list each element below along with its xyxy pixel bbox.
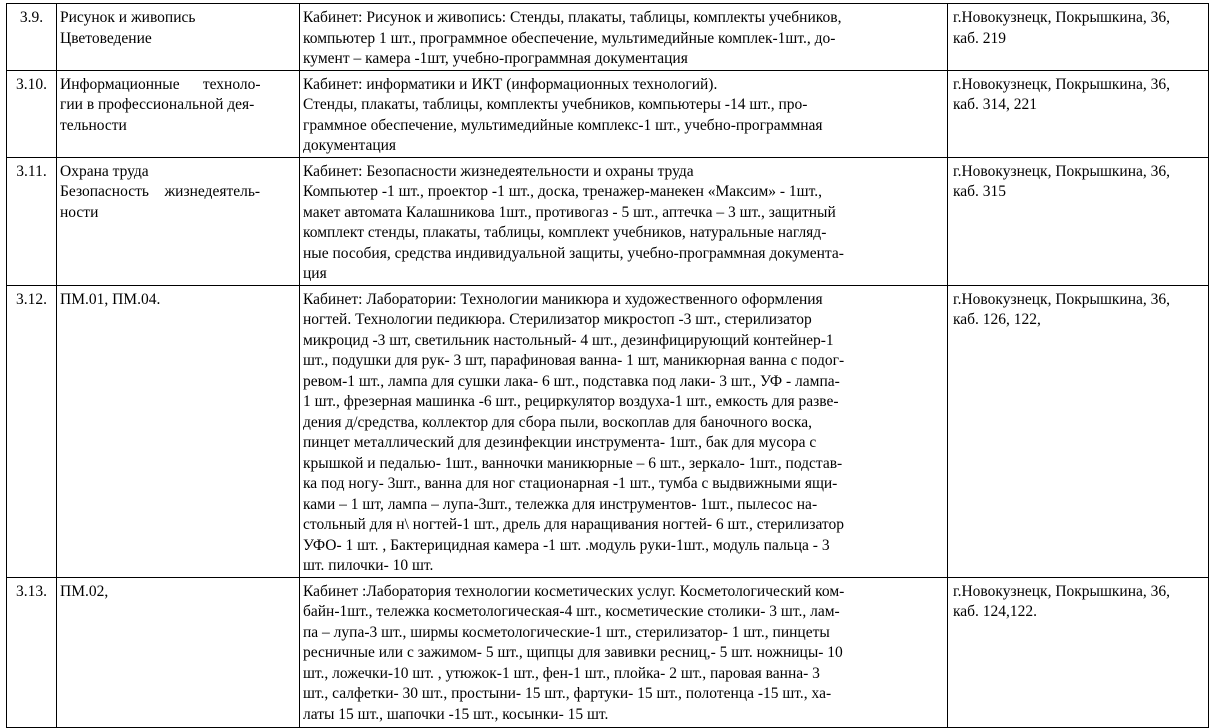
row-number: 3.12. — [7, 285, 57, 577]
address-cell: г.Новокузнецк, Покрышкина, 36, каб. 315 — [948, 157, 1209, 285]
equipment-cell: Кабинет: Безопасности жизнедеятельности и охраны труда Компьютер -1 шт., проектор -1 шт., доска, тренажер-манекен «Максим» - 1шт., макет автомата Калашникова 1шт., противогаз - 5 шт., аптечка – 3 шт., защитный комплект стенды, плакаты, таблицы, комплект учебников, натуральные нагляд- ные пособия, средства индивидуальной защиты, учебно-программная документа- ция — [300, 157, 948, 285]
row-number: 3.9. — [7, 4, 57, 71]
table-body — [7, 4, 1209, 728]
table-row — [7, 157, 1209, 285]
discipline-cell: Охрана труда Безопасность жизнедеятель- ности — [57, 157, 300, 285]
equipment-cell: Кабинет :Лаборатория технологии косметических услуг. Косметологический ком- байн-1шт., тележка косметологическая-4 шт., косметические столики- 3 шт., лам- па – лупа-3 шт., ширмы косметологические-1 шт., стерилизатор- 1 шт., пинцеты ресничные или с зажимом- 5 шт., щипцы для завивки ресниц,- 5 шт. ножницы- 10 шт., ложечки-10 шт. , утюжок-1 шт., фен-1 шт., плойка- 2 шт., паровая ванна- 3 шт., салфетки- 30 шт., простыни- 15 шт., фартуки- 15 шт., полотенца -15 шт., ха- латы 15 шт., шапочки -15 шт., косынки- 15 шт. — [300, 577, 948, 727]
row-number: 3.10. — [7, 70, 57, 157]
equipment-cell: Кабинет: информатики и ИКТ (информационных технологий). Стенды, плакаты, таблицы, комплекты учебников, компьютеры -14 шт., про- граммное обеспечение, мультимедийные комплекс-1 шт., учебно-программная документация — [300, 70, 948, 157]
table-row — [7, 285, 1209, 577]
address-cell: г.Новокузнецк, Покрышкина, 36, каб. 124,122. — [948, 577, 1209, 727]
discipline-cell: ПМ.02, — [57, 577, 300, 727]
table-row — [7, 577, 1209, 727]
address-cell: г.Новокузнецк, Покрышкина, 36, каб. 314, 221 — [948, 70, 1209, 157]
discipline-cell: ПМ.01, ПМ.04. — [57, 285, 300, 577]
table-row — [7, 70, 1209, 157]
equipment-cell: Кабинет: Рисунок и живопись: Стенды, плакаты, таблицы, комплекты учебников, компьютер 1 шт., программное обеспечение, мультимедийные комплек-1шт., до- кумент – камера -1шт, учебно-программная документация — [300, 4, 948, 71]
row-number: 3.11. — [7, 157, 57, 285]
equipment-cell: Кабинет: Лаборатории: Технологии маникюра и художественного оформления ногтей. Технологии педикюра. Стерилизатор микростоп -3 шт., стерилизатор микроцид -3 шт, светильник настольный- 4 шт., дезинфицирующий контейнер-1 шт., подушки для рук- 3 шт, парафиновая ванна- 1 шт, маникюрная ванна с подог- ревом-1 шт., лампа для сушки лака- 6 шт., подставка под лаки- 3 шт., УФ - лампа- 1 шт., фрезерная машинка -6 шт., рециркулятор воздуха-1 шт., емкость для разве- дения д/средства, коллектор для сбора пыли, воскоплав для баночного воска, пинцет металлический для дезинфекции инструмента- 1шт., бак для мусора с крышкой и педалью- 1шт., ванночки маникюрные – 6 шт., зеркало- 1шт., подстав- ка под ногу- 3шт., ванна для ног стационарная -1 шт., тумба с выдвижными ящи- ками – 1 шт, лампа – лупа-3шт., тележка для инструментов- 1шт., пылесос на- стольный для н\ ногтей-1 шт., дрель для наращивания ногтей- 6 шт., стерилизатор УФО- 1 шт. , Бактерицидная камера -1 шт. .модуль руки-1шт., модуль пальца - 3 шт. пилочки- 10 шт. — [300, 285, 948, 577]
discipline-cell: Информационные техноло- гии в профессиональной дея- тельности — [57, 70, 300, 157]
address-cell: г.Новокузнецк, Покрышкина, 36, каб. 126, 122, — [948, 285, 1209, 577]
address-cell: г.Новокузнецк, Покрышкина, 36, каб. 219 — [948, 4, 1209, 71]
discipline-cell: Рисунок и живопись Цветоведение — [57, 4, 300, 71]
equipment-table — [6, 3, 1209, 728]
table-row — [7, 4, 1209, 71]
row-number: 3.13. — [7, 577, 57, 727]
